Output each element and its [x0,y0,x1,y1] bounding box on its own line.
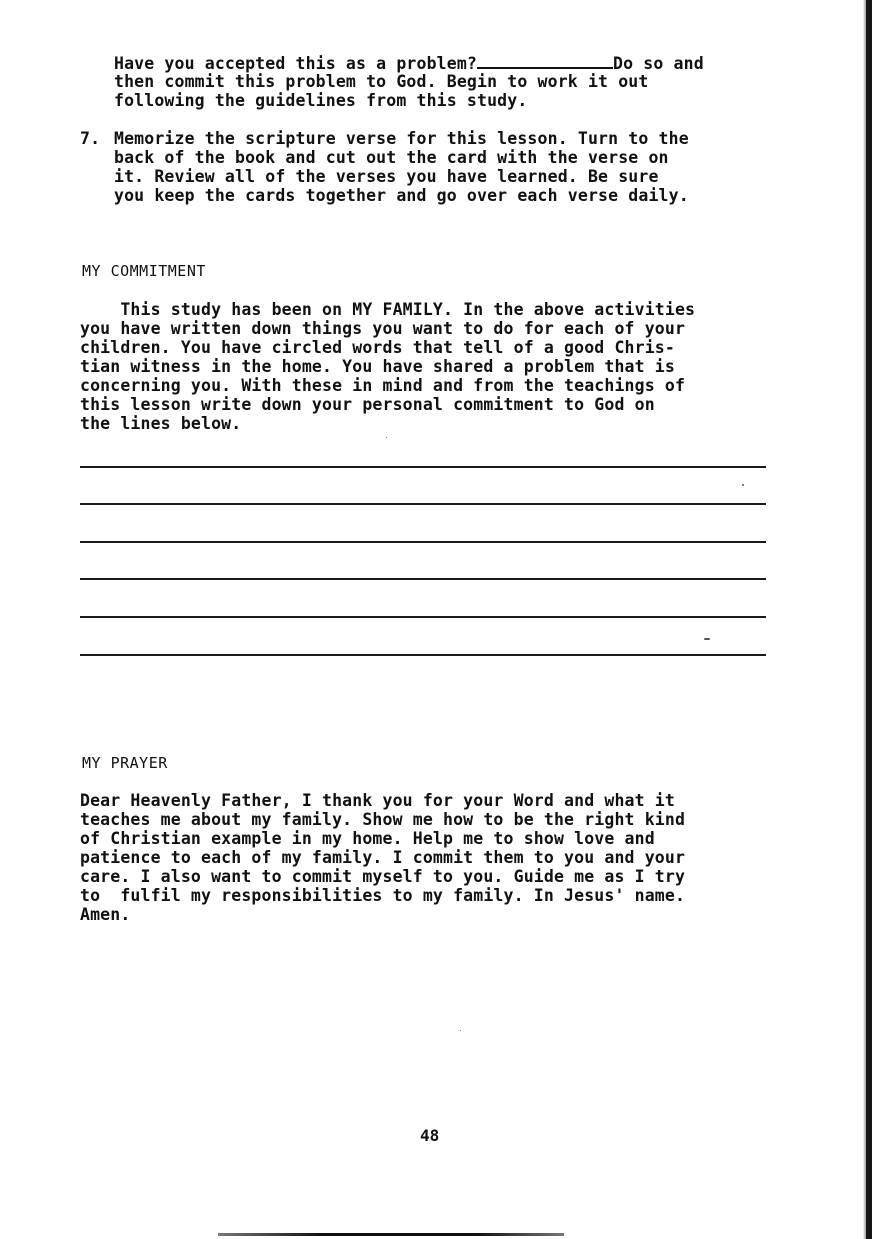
intro-question: Have you accepted this as a problem? [114,54,478,73]
prayer-line: of Christian example in my home. Help me to show love and [80,829,655,848]
commitment-line: you have written down things you want to do for each of your [80,319,686,338]
prayer-line: care. I also want to commit myself to you. Guide me as I try [80,867,686,886]
prayer-line: to fulfil my responsibilities to my family. In Jesus' name. [80,886,686,905]
writing-line[interactable] [80,654,766,656]
intro-line-2: then commit this problem to God. Begin to work it out [114,72,649,91]
scan-artifact-bar [218,1233,564,1236]
scan-speck [460,1030,461,1031]
writing-line[interactable] [80,578,766,580]
commitment-line: This study has been on MY FAMILY. In the above activities [80,300,696,319]
intro-line-3: following the guidelines from this study. [114,91,528,110]
item-7-number: 7. [80,129,101,148]
writing-line[interactable] [80,616,766,618]
scan-speck [742,484,744,486]
writing-line[interactable] [80,503,766,505]
intro-line-1 [114,53,704,73]
commitment-line: tian witness in the home. You have shared a problem that is [80,357,675,376]
commitment-line: children. You have circled words that tell of a good Chris- [80,338,675,357]
prayer-line: teaches me about my family. Show me how to be the right kind [80,810,686,829]
commitment-heading: MY COMMITMENT [82,262,206,280]
intro-instruction: Do so and [613,54,704,73]
item-7-line: Memorize the scripture verse for this lesson. Turn to the [114,129,689,148]
page-number: 48 [420,1126,440,1145]
prayer-heading: MY PRAYER [82,754,168,772]
item-7-line: you keep the cards together and go over each verse daily. [114,186,689,205]
item-7-line: back of the book and cut out the card with the verse on [114,148,669,167]
scan-speck [704,638,710,640]
scan-speck [386,437,387,438]
prayer-line: patience to each of my family. I commit them to you and your [80,848,686,867]
answer-blank[interactable] [477,53,613,69]
commitment-line: concerning you. With these in mind and from the teachings of [80,376,686,395]
commitment-line: this lesson write down your personal commitment to God on [80,395,655,414]
prayer-line: Dear Heavenly Father, I thank you for your Word and what it [80,791,675,810]
writing-line[interactable] [80,466,766,468]
prayer-line: Amen. [80,905,131,924]
writing-line[interactable] [80,541,766,543]
commitment-line: the lines below. [80,414,242,433]
item-7-line: it. Review all of the verses you have learned. Be sure [114,167,659,186]
scan-edge [866,0,872,1239]
